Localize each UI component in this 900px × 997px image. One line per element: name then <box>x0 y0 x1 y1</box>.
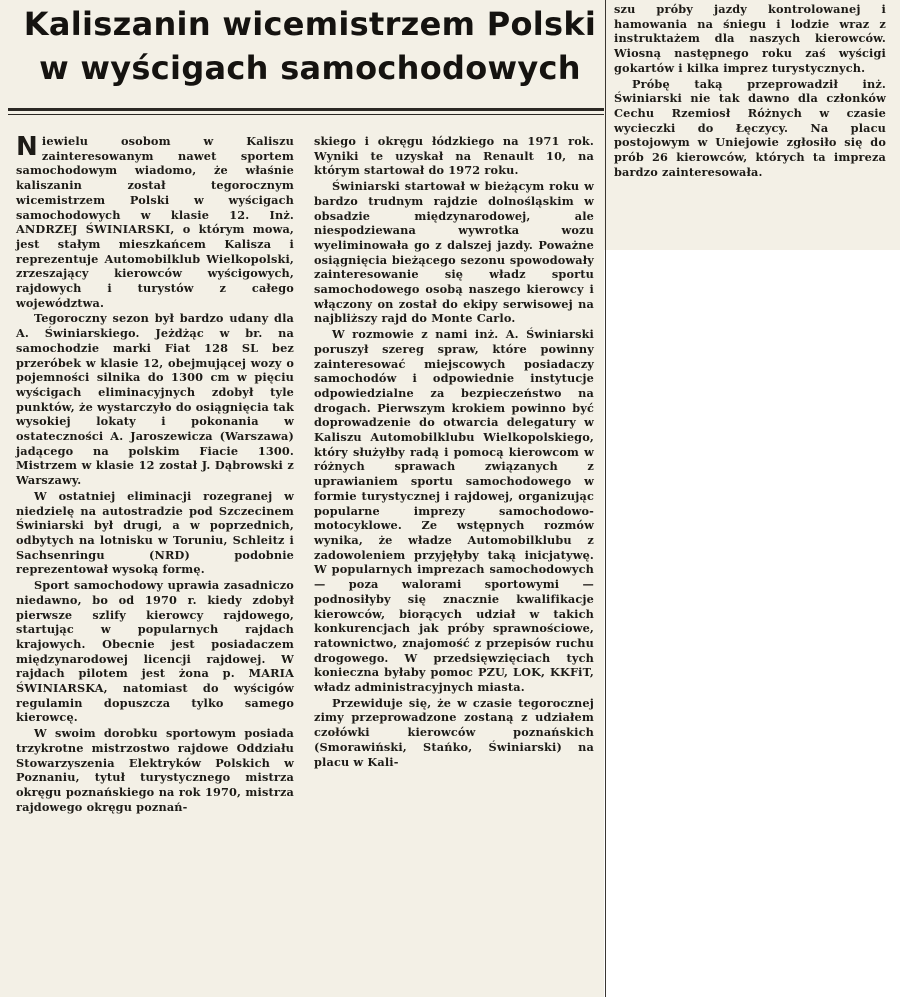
drop-cap: N <box>16 132 38 162</box>
paragraph <box>16 134 294 310</box>
paragraph: W rozmowie z nami inż. A. Świniarski poruszył szereg spraw, które powinny zainteresować miejscowych posiadaczy samochodów i odpowiednie instytucje odpowiedzialne za bezpieczeństwo na drogach. Pierwszym krokiem powinno być doprowadzenie do otwarcia delegatury w Kaliszu Automobilklubu Wielkopolskiego, który służyłby radą i pomocą kierowcom w różnych sprawach związanych z uprawianiem sportu samochodowego w formie turystycznej i rajdowej, organizując popularne imprezy samochodowo-motocyklowe. Ze wstępnych rozmów wynika, że władze Automobilklubu z zadowoleniem przyjęłyby taką inicjatywę. W popularnych imprezach samochodowych — poza walorami sportowymi — podnosiłyby się znacznie kwalifikacje kierowców, biorących udział w takich konkurencjach jak próby sprawnościowe, ratownictwo, znajomość z przepisów ruchu drogowego. W przedsięwzięciach tych konieczna byłaby pomoc PZU, LOK, KKFiT, władz administracyjnych miasta. <box>314 327 594 695</box>
column-divider <box>605 0 606 997</box>
article-column-3 <box>614 2 886 179</box>
headline-rule <box>8 108 604 111</box>
paragraph-text: iewielu osobom w Kaliszu zainteresowanym nawet sportem samochodowym wiadomo, że właśnie kaliszanin został tegorocznym wicemistrzem Polski w wyścigach samochodowych w klasie 12. Inż. ANDRZEJ ŚWINIARSKI, o którym mowa, jest stałym mieszkańcem Kalisza i reprezentuje Automobilklub Wielkopolski, zrzeszający kierowców wyścigowych, rajdowych i turystów z całego województwa. <box>16 134 294 310</box>
headline-line-1: Kaliszanin wicemistrzem Polski <box>23 5 597 43</box>
headline-rule-thin <box>8 114 604 115</box>
blank-area <box>604 250 900 997</box>
paragraph: Przewiduje się, że w czasie tegorocznej zimy przeprowadzone zostaną z udziałem czołówki kierowców poznańskich (Smorawiński, Stańko, Świniarski) na placu w Kali- <box>314 695 594 769</box>
paragraph: szu próby jazdy kontrolowanej i hamowania na śniegu i lodzie wraz z instruktażem dla naszych kierowców. Wiosną następnego roku zaś wyścigi gokartów i kilka imprez turystycznych. <box>614 2 886 75</box>
headline-line-2: w wyścigach samochodowych <box>39 49 581 87</box>
paragraph: W swoim dorobku sportowym posiada trzykrotne mistrzostwo rajdowe Oddziału Stowarzyszenia Elektryków Polskich w Poznaniu, tytuł turystycznego mistrza okręgu poznańskiego na rok 1970, mistrza rajdowego okręgu poznań- <box>16 726 294 814</box>
paragraph: Próbę taką przeprowadził inż. Świniarski nie tak dawno dla członków Cechu Rzemiosł Różnych w czasie wycieczki do Łęczycy. Na placu postojowym w Uniejowie zgłosiło się do prób 26 kierowców, których ta impreza bardzo zainteresowała. <box>614 76 886 179</box>
paragraph: skiego i okręgu łódzkiego na 1971 rok. Wyniki te uzyskał na Renault 10, na którym startował do 1972 roku. <box>314 134 594 178</box>
article-headline <box>14 2 606 90</box>
article-column-2 <box>314 134 594 769</box>
article-column-1 <box>16 134 294 814</box>
paragraph: W ostatniej eliminacji rozegranej w niedzielę na autostradzie pod Szczecinem Świniarski był drugi, a w poprzednich, odbytych na lotnisku w Toruniu, Schleitz i Sachsenringu (NRD) podobnie reprezentował wysoką formę. <box>16 488 294 577</box>
paragraph: Tegoroczny sezon był bardzo udany dla A. Świniarskiego. Jeżdżąc w br. na samochodzie marki Fiat 128 SL bez przeróbek w klasie 12, obejmującej wozy o pojemności silnika do 1300 cm w pięciu wyścigach eliminacyjnych zdobył tyle punktów, że wystarczyło do osiągnięcia tak wysokiej lokaty i pokonania w ostateczności A. Jaroszewicza (Warszawa) jadącego na polskim Fiacie 1300. Mistrzem w klasie 12 został J. Dąbrowski z Warszawy. <box>16 311 294 488</box>
paragraph: Sport samochodowy uprawia zasadniczo niedawno, bo od 1970 r. kiedy zdobył pierwsze szlify kierowcy rajdowego, startując w popularnych rajdach krajowych. Obecnie jest posiadaczem międzynarodowej licencji rajdowej. W rajdach pilotem jest żona p. MARIA ŚWINIARSKA, natomiast do wyścigów regulamin dopuszcza tylko samego kierowcę. <box>16 578 294 725</box>
paragraph: Świniarski startował w bieżącym roku w bardzo trudnym rajdzie dolnośląskim w obsadzie międzynarodowej, ale niespodziewana wywrotka wozu wyeliminowała go z dalszej jazdy. Poważne osiągnięcia bieżącego sezonu spowodowały zainteresowanie się władz sportu samochodowego osobą naszego kierowcy i włączony on został do ekipy serwisowej na najbliższy rajd do Monte Carlo. <box>314 179 594 326</box>
